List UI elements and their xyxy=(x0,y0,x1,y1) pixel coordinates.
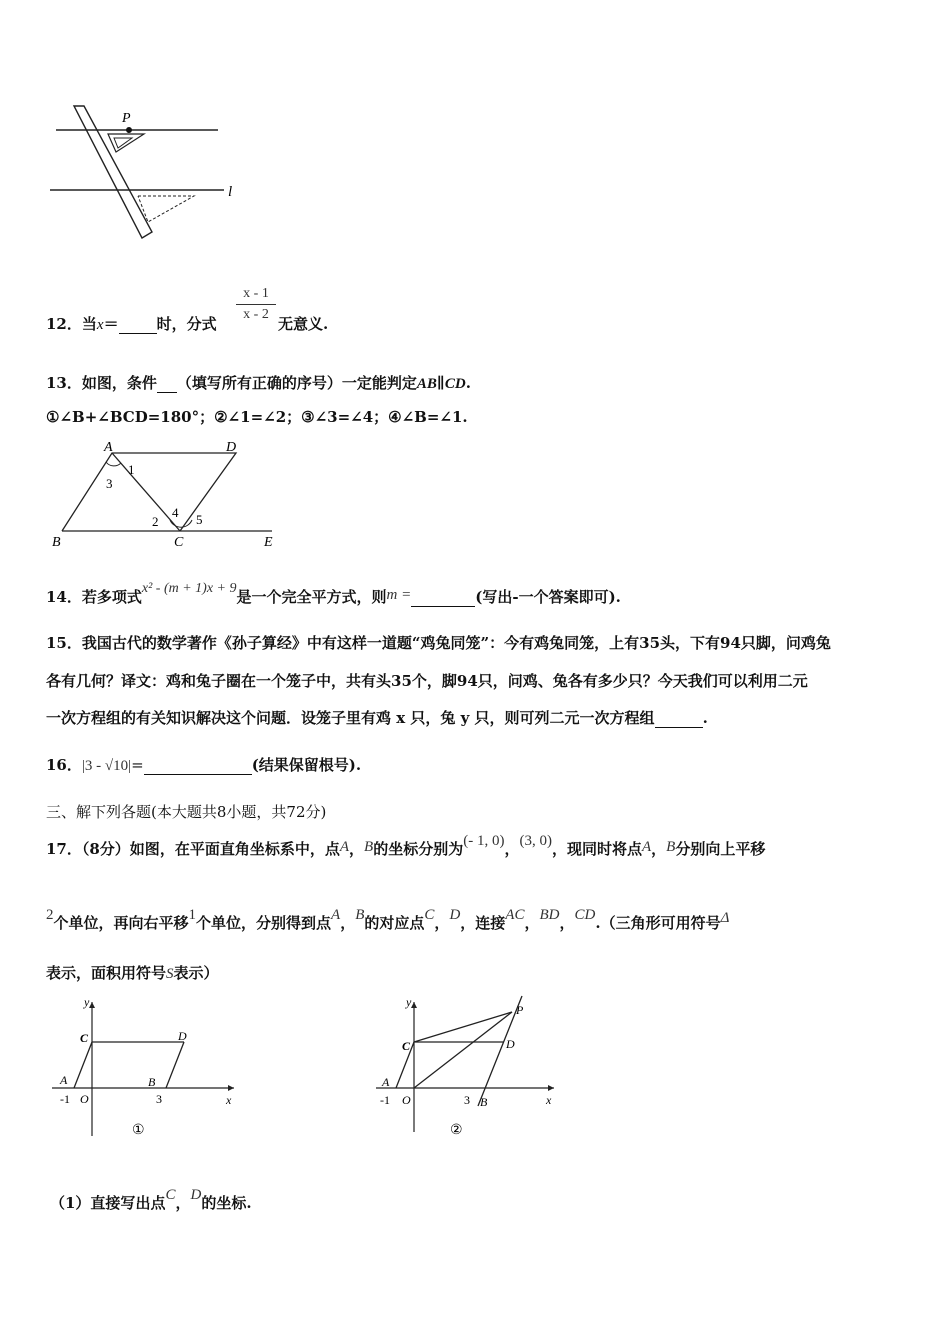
svg-text:-1: -1 xyxy=(380,1093,390,1107)
question-14: 14．若多项式x² - (m + 1)x + 9是一个完全平方式，则m = (写出-一个答案即可). xyxy=(46,581,621,606)
label-b: B xyxy=(52,535,61,550)
axis-y-label: y xyxy=(84,996,90,1009)
question-17-line3: 表示，面积用符号S表示） xyxy=(46,964,219,982)
q13-number: 13． xyxy=(46,374,82,392)
q12-number: 12． xyxy=(46,315,82,333)
figure-parallelogram xyxy=(46,440,286,552)
angle-label-3: 3 xyxy=(106,476,113,491)
q16-answer-blank[interactable] xyxy=(144,760,252,775)
q12-fraction-denominator: x - 2 xyxy=(243,307,269,322)
question-16: 16．|3 - √10|= (结果保留根号). xyxy=(46,756,362,774)
q17-number: 17． xyxy=(46,840,82,858)
coord-b: (3, 0) xyxy=(519,833,552,849)
svg-text:P: P xyxy=(516,1003,524,1017)
q17-figure-1 xyxy=(48,996,248,1144)
label-l: l xyxy=(228,184,233,200)
label-d: D xyxy=(226,440,237,455)
question-17-line2: 2个单位，再向右平移1个单位，分别得到点A，B的对应点C，D，连接AC，BD，CD.（三角形可用符号Δ xyxy=(46,907,730,932)
q12-answer-blank[interactable] xyxy=(119,319,157,334)
svg-text:O: O xyxy=(80,1092,89,1106)
svg-text:D: D xyxy=(178,1029,187,1043)
svg-text:A: A xyxy=(60,1073,68,1087)
label-p: P xyxy=(122,111,131,126)
label-e: E xyxy=(264,535,273,550)
figure-caption-2: ② xyxy=(450,1123,463,1138)
label-c: C xyxy=(174,535,184,550)
question-17-part-1: （1）直接写出点C，D的坐标. xyxy=(50,1187,252,1212)
angle-label-5: 5 xyxy=(196,512,203,527)
svg-text:3: 3 xyxy=(464,1093,470,1107)
q16-expression: |3 - √10| xyxy=(81,758,132,774)
svg-text:O: O xyxy=(402,1093,411,1107)
svg-text:-1: -1 xyxy=(60,1092,70,1106)
svg-text:3: 3 xyxy=(156,1092,162,1106)
svg-text:y: y xyxy=(406,995,412,1009)
coord-a: (- 1, 0) xyxy=(463,833,505,849)
question-15-line2: 各有几何？译文：鸡和兔子圈在一个笼子中，共有头35个，脚94只，问鸡、兔各有多少只？今天我们可以利用二元 xyxy=(46,672,808,690)
q14-polynomial: x² - (m + 1)x + 9 xyxy=(141,581,237,596)
q16-number: 16． xyxy=(46,756,82,774)
figure-caption-1: ① xyxy=(132,1123,145,1138)
q12-tail: 无意义. xyxy=(278,315,329,333)
svg-text:A: A xyxy=(382,1075,390,1089)
q12-fraction xyxy=(236,286,276,323)
question-13: 13．如图，条件 （填写所有正确的序号）一定能判定AB∥CD. xyxy=(46,374,471,392)
question-17-line1: 17．（8分）如图，在平面直角坐标系中，点A，B的坐标分别为(- 1, 0)，(3, 0)，现同时将点A，B分别向上平移 xyxy=(46,833,766,858)
section-3-heading: 三、解下列各题(本大题共8小题，共72分) xyxy=(46,803,327,821)
angle-label-2: 2 xyxy=(152,514,159,529)
svg-text:x: x xyxy=(546,1093,552,1107)
svg-text:C: C xyxy=(402,1039,411,1053)
q15-number: 15． xyxy=(46,634,82,652)
q13-options: ①∠B+∠BCD=180°；②∠1=∠2；③∠3=∠4；④∠B=∠1. xyxy=(46,408,468,426)
q15-answer-blank[interactable] xyxy=(655,713,703,728)
label-a: A xyxy=(104,440,113,455)
question-15-line1: 15．我国古代的数学著作《孙子算经》中有这样一道题“鸡兔同笼”：今有鸡兔同笼，上有35头，下有94只脚，问鸡兔 xyxy=(46,634,831,652)
q17-figure-2 xyxy=(372,994,568,1144)
axis-x-label: x xyxy=(226,1093,232,1107)
angle-label-1: 1 xyxy=(128,462,135,477)
q14-number: 14． xyxy=(46,588,82,606)
svg-text:B: B xyxy=(480,1095,488,1109)
q12-fraction-numerator: x - 1 xyxy=(243,286,269,301)
svg-text:D: D xyxy=(506,1037,515,1051)
q13-answer-blank[interactable] xyxy=(157,378,177,393)
svg-text:C: C xyxy=(80,1031,89,1045)
question-12: 12．当x＝ 时，分式 xyxy=(46,315,217,333)
angle-label-4: 4 xyxy=(172,505,179,520)
q14-answer-blank[interactable] xyxy=(411,592,475,607)
question-15-line3: 一次方程组的有关知识解决这个问题．设笼子里有鸡 x 只，兔 y 只，则可列二元一次方程组 . xyxy=(46,709,708,727)
svg-text:B: B xyxy=(148,1075,156,1089)
figure-set-square-ruler xyxy=(46,104,246,244)
